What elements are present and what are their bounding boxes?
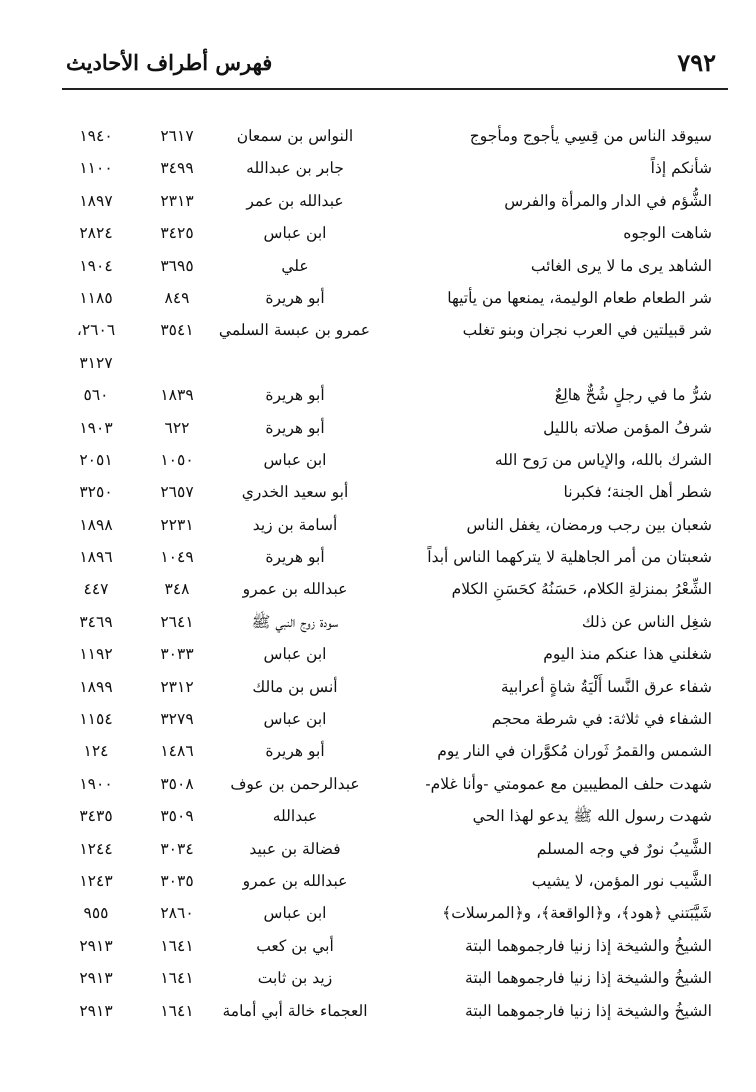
narrator-name: أبو هريرة xyxy=(265,548,325,567)
hadith-number: ٢٣١٣ xyxy=(160,191,194,210)
narrator-name: أبو سعيد الخدري xyxy=(241,483,349,502)
hadith-number: ١٠٤٩ xyxy=(160,548,194,567)
hadith-text: شهدت حلف المطيبين مع عمومتي -وأنا غلام- xyxy=(425,774,712,793)
hadith-number: ١٦٤١ xyxy=(160,1001,194,1020)
reference-number: ١٩٠٤ xyxy=(79,256,113,275)
narrator-name: سودة زوج النبي ﷺ xyxy=(251,612,339,631)
list-item xyxy=(62,800,712,832)
list-item xyxy=(62,865,712,897)
narrator-name: أبي بن كعب xyxy=(256,936,334,955)
narrator-name: أبو هريرة xyxy=(265,386,325,405)
reference-number: ٣٤٦٩ xyxy=(79,612,113,631)
list-item xyxy=(62,509,712,541)
list-item xyxy=(62,347,712,379)
hadith-number: ٢٨٦٠ xyxy=(160,904,194,923)
list-item xyxy=(62,995,712,1027)
list-item xyxy=(62,476,712,508)
hadith-number: ٣٥٠٩ xyxy=(160,807,194,826)
reference-number: ٣٢٥٠ xyxy=(79,483,113,502)
narrator-name: عبدالله بن عمر xyxy=(246,191,344,210)
reference-number: ١١٠٠ xyxy=(79,159,113,178)
hadith-number: ٣٥٤١ xyxy=(160,321,194,340)
hadith-number: ٣٢٧٩ xyxy=(160,710,194,729)
reference-number: ١٨٩٨ xyxy=(79,515,113,534)
hadith-number: ٢٣١٢ xyxy=(160,677,194,696)
hadith-number: ١٤٨٦ xyxy=(160,742,194,761)
hadith-text: شغلني هذا عنكم منذ اليوم xyxy=(543,645,712,664)
hadith-text: سيوقد الناس من قِسِي يأجوج ومأجوج xyxy=(469,127,712,145)
page-title: فهرس أطراف الأحاديث xyxy=(66,50,273,75)
hadith-text: الشرك بالله، والإياس من رَوح الله xyxy=(494,450,712,469)
narrator-name: أبو هريرة xyxy=(265,742,325,761)
hadith-text: شر الطعام طعام الوليمة، يمنعها من يأتيها xyxy=(447,288,712,307)
narrator-name: عبدالله xyxy=(272,807,318,826)
narrator-name: فضالة بن عبيد xyxy=(249,839,341,858)
list-item xyxy=(62,606,712,638)
header-divider xyxy=(62,88,728,90)
list-item xyxy=(62,638,712,670)
hadith-text: الشيخُ والشيخة إذا زنيا فارجموهما البتة xyxy=(465,969,712,988)
narrator-name: ابن عباس xyxy=(263,224,327,243)
narrator-name: أنس بن مالك xyxy=(252,677,338,696)
hadith-number: ٣٥٠٨ xyxy=(160,774,194,793)
reference-number: ٩٥٥ xyxy=(83,904,109,923)
list-item xyxy=(62,897,712,929)
narrator-name: علي xyxy=(281,256,309,275)
hadith-text: الشَّيبُ نورٌ في وجه المسلم xyxy=(536,839,712,858)
hadith-number: ٣٠٣٥ xyxy=(160,871,194,890)
list-item xyxy=(62,768,712,800)
reference-number: ١٨٩٧ xyxy=(79,191,113,210)
hadith-number: ١٦٤١ xyxy=(160,969,194,988)
reference-number: ٢٨٢٤ xyxy=(79,224,113,243)
list-item xyxy=(62,444,712,476)
list-item xyxy=(62,250,712,282)
reference-number: ١٢٤٤ xyxy=(79,839,113,858)
reference-number: ٢٠٥١ xyxy=(79,450,113,469)
reference-number: ٢٩١٣ xyxy=(79,936,113,955)
reference-number: ٢٩١٣ xyxy=(79,969,113,988)
narrator-name: جابر بن عبدالله xyxy=(246,159,344,178)
reference-number: ١٨٩٩ xyxy=(79,677,113,696)
list-item xyxy=(62,120,712,152)
narrator-name: العجماء خالة أبي أمامة xyxy=(222,1001,368,1020)
narrator-name: ابن عباس xyxy=(263,710,327,729)
hadith-number: ٣٠٣٣ xyxy=(160,645,194,664)
hadith-text: شفاء عرق النَّسا أَلْيَةُ شاةٍ أعرابية xyxy=(500,677,712,696)
reference-number: ١١٥٤ xyxy=(79,710,113,729)
hadith-text: الشَّيب نور المؤمن، لا يشيب xyxy=(531,871,712,890)
reference-number: ٢٦٠٦، xyxy=(76,321,116,340)
hadith-text: شرُّ ما في رجلٍ شُحٌّ هالِعٌ xyxy=(554,386,712,405)
reference-number: ١٩٤٠ xyxy=(79,127,113,145)
hadith-text: شاهت الوجوه xyxy=(623,224,712,243)
hadith-text: شهدت رسول الله ﷺ يدعو لهذا الحي xyxy=(472,807,712,826)
list-item xyxy=(62,671,712,703)
reference-number: ١١٩٢ xyxy=(79,645,113,664)
hadith-text: شرفُ المؤمن صلاته بالليل xyxy=(543,418,712,437)
hadith-number: ٢٢٣١ xyxy=(160,515,194,534)
narrator-name: ابن عباس xyxy=(263,450,327,469)
list-item xyxy=(62,541,712,573)
list-item xyxy=(62,185,712,217)
narrator-name: النواس بن سمعان xyxy=(236,127,354,145)
hadith-text: الشفاء في ثلاثة: في شرطة محجم xyxy=(491,710,712,729)
hadith-number: ٢٦١٧ xyxy=(160,127,194,145)
hadith-text: الشاهد يرى ما لا يرى الغائب xyxy=(530,256,712,275)
list-item xyxy=(62,217,712,249)
reference-number: ١٩٠٣ xyxy=(79,418,113,437)
list-item xyxy=(62,379,712,411)
reference-number: ١٢٤٣ xyxy=(79,871,113,890)
hadith-text: الشُّؤم في الدار والمرأة والفرس xyxy=(504,191,712,210)
hadith-text: شأنكم إذاً xyxy=(650,159,712,178)
reference-number: ٣٤٣٥ xyxy=(79,807,113,826)
list-item xyxy=(62,573,712,605)
list-item xyxy=(62,412,712,444)
hadith-text: شعبتان من أمر الجاهلية لا يتركهما الناس أبداً xyxy=(427,548,712,567)
narrator-name: عمرو بن عبسة السلمي xyxy=(218,321,370,340)
hadith-number: ٣٤٨ xyxy=(164,580,190,599)
page-number: ٧٩٢ xyxy=(677,48,716,77)
narrator-name: أبو هريرة xyxy=(265,418,325,437)
hadith-number: ٢٦٥٧ xyxy=(160,483,194,502)
reference-number: ١٩٠٠ xyxy=(79,774,113,793)
hadith-number: ٣٤٩٩ xyxy=(160,159,194,178)
reference-number: ١١٨٥ xyxy=(79,288,113,307)
hadith-text: شطر أهل الجنة؛ فكبرنا xyxy=(563,483,712,502)
reference-number: ١٢٤ xyxy=(83,742,109,761)
hadith-number: ٣٤٢٥ xyxy=(160,224,194,243)
hadith-index-list xyxy=(62,120,712,1027)
list-item xyxy=(62,833,712,865)
hadith-text: شغِل الناس عن ذلك xyxy=(581,612,712,631)
narrator-name: أبو هريرة xyxy=(265,288,325,307)
narrator-name: ابن عباس xyxy=(263,904,327,923)
list-item xyxy=(62,703,712,735)
hadith-text: الشِّعْرُ بمنزلةِ الكلام، حَسَنُهُ كحَسَنِ الكلام xyxy=(451,580,712,599)
hadith-text: الشمس والقمرُ ثَوران مُكوَّران في النار يوم xyxy=(437,742,712,761)
hadith-number: ٢٦٤١ xyxy=(160,612,194,631)
hadith-number: ٣٦٩٥ xyxy=(160,256,194,275)
reference-number: ٥٦٠ xyxy=(83,386,109,405)
list-item xyxy=(62,930,712,962)
hadith-text: شَيَّبَتني ﴿هود﴾، و﴿الواقعة﴾، و﴿المرسلات﴾ xyxy=(442,904,712,923)
narrator-name: ابن عباس xyxy=(263,645,327,664)
list-item xyxy=(62,314,712,346)
narrator-name: أسامة بن زيد xyxy=(252,515,338,534)
hadith-text: الشيخُ والشيخة إذا زنيا فارجموهما البتة xyxy=(465,1001,712,1020)
reference-number: ٤٤٧ xyxy=(83,580,109,599)
list-item xyxy=(62,962,712,994)
hadith-number: ١٨٣٩ xyxy=(160,386,194,405)
hadith-text: شر قبيلتين في العرب نجران وبنو تغلب xyxy=(462,321,712,340)
hadith-number: ٦٢٢ xyxy=(164,418,190,437)
hadith-number: ١٠٥٠ xyxy=(160,450,194,469)
narrator-name: زيد بن ثابت xyxy=(257,969,333,988)
list-item xyxy=(62,282,712,314)
reference-number: ٢٩١٣ xyxy=(79,1001,113,1020)
hadith-text: شعبان بين رجب ورمضان، يغفل الناس xyxy=(466,515,712,534)
hadith-number: ٨٤٩ xyxy=(164,288,190,307)
narrator-name: عبدالرحمن بن عوف xyxy=(230,774,360,793)
list-item xyxy=(62,735,712,767)
reference-number: ٣١٢٧ xyxy=(79,353,113,372)
hadith-number: ١٦٤١ xyxy=(160,936,194,955)
narrator-name: عبدالله بن عمرو xyxy=(242,871,348,890)
hadith-text: الشيخُ والشيخة إذا زنيا فارجموهما البتة xyxy=(465,936,712,955)
hadith-number: ٣٠٣٤ xyxy=(160,839,194,858)
narrator-name: عبدالله بن عمرو xyxy=(242,580,348,599)
reference-number: ١٨٩٦ xyxy=(79,548,113,567)
page-header xyxy=(62,44,728,88)
list-item xyxy=(62,152,712,184)
